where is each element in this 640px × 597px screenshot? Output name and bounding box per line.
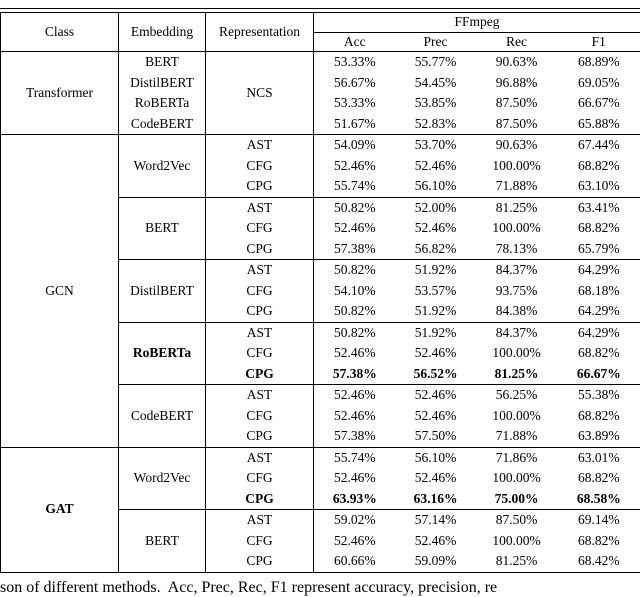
cell-acc: 52.46% <box>314 406 396 427</box>
cell-rec: 56.25% <box>476 385 558 406</box>
representation-cell: CPG <box>206 364 314 385</box>
representation-cell: CFG <box>206 281 314 302</box>
cell-acc: 60.66% <box>314 551 396 572</box>
cell-f1: 64.29% <box>558 322 640 343</box>
cell-f1: 69.14% <box>558 510 640 531</box>
cell-f1: 68.58% <box>558 489 640 510</box>
cell-f1: 68.42% <box>558 551 640 572</box>
cell-f1: 68.82% <box>558 156 640 177</box>
cell-prec: 51.92% <box>396 322 476 343</box>
representation-cell: CPG <box>206 176 314 197</box>
cell-f1: 64.29% <box>558 301 640 322</box>
embedding-cell: CodeBERT <box>119 114 206 135</box>
cell-prec: 51.92% <box>396 260 476 281</box>
cell-rec: 87.50% <box>476 114 558 135</box>
cell-f1: 55.38% <box>558 385 640 406</box>
representation-cell: NCS <box>206 52 314 135</box>
representation-cell: AST <box>206 447 314 468</box>
cell-rec: 84.38% <box>476 301 558 322</box>
cell-acc: 52.46% <box>314 385 396 406</box>
table-row <box>1 135 640 156</box>
cell-f1: 68.82% <box>558 531 640 552</box>
cell-f1: 68.82% <box>558 468 640 489</box>
representation-cell: CFG <box>206 156 314 177</box>
table-caption: son of different methods. Acc, Prec, Rec, F1 represent accuracy, precision, re <box>0 578 640 597</box>
class-cell: Transformer <box>1 52 119 135</box>
cell-f1: 66.67% <box>558 364 640 385</box>
cell-rec: 100.00% <box>476 156 558 177</box>
cell-rec: 78.13% <box>476 239 558 260</box>
cell-f1: 69.05% <box>558 73 640 94</box>
results-table <box>0 12 640 573</box>
cell-prec: 52.46% <box>396 156 476 177</box>
representation-cell: AST <box>206 260 314 281</box>
cell-rec: 100.00% <box>476 406 558 427</box>
cell-acc: 57.38% <box>314 364 396 385</box>
cell-acc: 57.38% <box>314 239 396 260</box>
header-acc: Acc <box>314 32 396 52</box>
cell-acc: 51.67% <box>314 114 396 135</box>
cell-prec: 52.46% <box>396 531 476 552</box>
cell-prec: 52.46% <box>396 468 476 489</box>
embedding-cell: BERT <box>119 197 206 260</box>
cell-acc: 53.33% <box>314 93 396 114</box>
cell-acc: 52.46% <box>314 468 396 489</box>
cell-f1: 63.10% <box>558 176 640 197</box>
cell-prec: 52.83% <box>396 114 476 135</box>
cell-prec: 52.00% <box>396 197 476 218</box>
representation-cell: CPG <box>206 551 314 572</box>
cell-acc: 52.46% <box>314 218 396 239</box>
representation-cell: AST <box>206 135 314 156</box>
cell-prec: 63.16% <box>396 489 476 510</box>
cell-acc: 52.46% <box>314 531 396 552</box>
representation-cell: AST <box>206 197 314 218</box>
cell-rec: 81.25% <box>476 197 558 218</box>
cell-prec: 59.09% <box>396 551 476 572</box>
cell-f1: 68.18% <box>558 281 640 302</box>
representation-cell: CFG <box>206 406 314 427</box>
embedding-cell: RoBERTa <box>119 93 206 114</box>
cell-acc: 63.93% <box>314 489 396 510</box>
cell-acc: 59.02% <box>314 510 396 531</box>
cell-acc: 55.74% <box>314 176 396 197</box>
embedding-cell: BERT <box>119 510 206 573</box>
cell-f1: 67.44% <box>558 135 640 156</box>
cell-rec: 90.63% <box>476 52 558 73</box>
cell-rec: 87.50% <box>476 93 558 114</box>
cell-prec: 52.46% <box>396 343 476 364</box>
cell-acc: 50.82% <box>314 322 396 343</box>
representation-cell: CPG <box>206 489 314 510</box>
representation-cell: CFG <box>206 343 314 364</box>
cell-acc: 56.67% <box>314 73 396 94</box>
header-prec: Prec <box>396 32 476 52</box>
cell-acc: 54.09% <box>314 135 396 156</box>
cell-prec: 52.46% <box>396 406 476 427</box>
representation-cell: CPG <box>206 239 314 260</box>
cell-prec: 57.50% <box>396 426 476 447</box>
cell-prec: 57.14% <box>396 510 476 531</box>
cell-f1: 66.67% <box>558 93 640 114</box>
cell-prec: 53.57% <box>396 281 476 302</box>
table-row <box>1 52 640 73</box>
cell-rec: 71.88% <box>476 176 558 197</box>
cell-prec: 56.52% <box>396 364 476 385</box>
header-embedding: Embedding <box>119 13 206 52</box>
cell-rec: 100.00% <box>476 218 558 239</box>
cell-prec: 55.77% <box>396 52 476 73</box>
representation-cell: CPG <box>206 301 314 322</box>
cell-acc: 50.82% <box>314 301 396 322</box>
representation-cell: CFG <box>206 531 314 552</box>
table-body <box>1 52 640 573</box>
embedding-cell: Word2Vec <box>119 447 206 510</box>
header-representation: Representation <box>206 13 314 52</box>
header-rec: Rec <box>476 32 558 52</box>
cell-acc: 52.46% <box>314 343 396 364</box>
embedding-cell: Word2Vec <box>119 135 206 198</box>
cell-rec: 81.25% <box>476 364 558 385</box>
embedding-cell: RoBERTa <box>119 322 206 385</box>
cell-rec: 75.00% <box>476 489 558 510</box>
cell-prec: 52.46% <box>396 218 476 239</box>
cell-acc: 53.33% <box>314 52 396 73</box>
cell-prec: 52.46% <box>396 385 476 406</box>
cell-acc: 54.10% <box>314 281 396 302</box>
table-header <box>1 13 640 52</box>
cell-prec: 56.10% <box>396 447 476 468</box>
cell-prec: 56.82% <box>396 239 476 260</box>
cell-rec: 71.88% <box>476 426 558 447</box>
representation-cell: CFG <box>206 218 314 239</box>
header-dataset-ffmpeg: FFmpeg <box>314 13 640 33</box>
representation-cell: AST <box>206 322 314 343</box>
cell-rec: 84.37% <box>476 322 558 343</box>
cell-acc: 57.38% <box>314 426 396 447</box>
cell-acc: 50.82% <box>314 260 396 281</box>
header-class: Class <box>1 13 119 52</box>
cell-rec: 87.50% <box>476 510 558 531</box>
cell-f1: 64.29% <box>558 260 640 281</box>
cell-f1: 68.82% <box>558 406 640 427</box>
cell-rec: 81.25% <box>476 551 558 572</box>
cell-rec: 100.00% <box>476 468 558 489</box>
cell-prec: 56.10% <box>396 176 476 197</box>
embedding-cell: DistilBERT <box>119 73 206 94</box>
cell-prec: 53.85% <box>396 93 476 114</box>
embedding-cell: DistilBERT <box>119 260 206 323</box>
cell-acc: 50.82% <box>314 197 396 218</box>
header-f1: F1 <box>558 32 640 52</box>
cell-rec: 71.86% <box>476 447 558 468</box>
cell-prec: 53.70% <box>396 135 476 156</box>
class-cell: GAT <box>1 447 119 572</box>
cell-f1: 63.01% <box>558 447 640 468</box>
representation-cell: AST <box>206 385 314 406</box>
cell-f1: 68.82% <box>558 343 640 364</box>
representation-cell: CPG <box>206 426 314 447</box>
cell-f1: 63.41% <box>558 197 640 218</box>
cell-prec: 51.92% <box>396 301 476 322</box>
class-cell: GCN <box>1 135 119 448</box>
representation-cell: CFG <box>206 468 314 489</box>
cell-f1: 68.89% <box>558 52 640 73</box>
cell-rec: 100.00% <box>476 531 558 552</box>
embedding-cell: BERT <box>119 52 206 73</box>
cell-rec: 84.37% <box>476 260 558 281</box>
header-row-top <box>1 13 640 33</box>
cell-prec: 54.45% <box>396 73 476 94</box>
cell-rec: 100.00% <box>476 343 558 364</box>
cell-rec: 96.88% <box>476 73 558 94</box>
embedding-cell: CodeBERT <box>119 385 206 448</box>
representation-cell: AST <box>206 510 314 531</box>
table-row <box>1 447 640 468</box>
cell-f1: 63.89% <box>558 426 640 447</box>
cell-rec: 90.63% <box>476 135 558 156</box>
cell-f1: 65.79% <box>558 239 640 260</box>
cell-f1: 68.82% <box>558 218 640 239</box>
cell-acc: 52.46% <box>314 156 396 177</box>
cell-rec: 93.75% <box>476 281 558 302</box>
cell-f1: 65.88% <box>558 114 640 135</box>
cell-acc: 55.74% <box>314 447 396 468</box>
